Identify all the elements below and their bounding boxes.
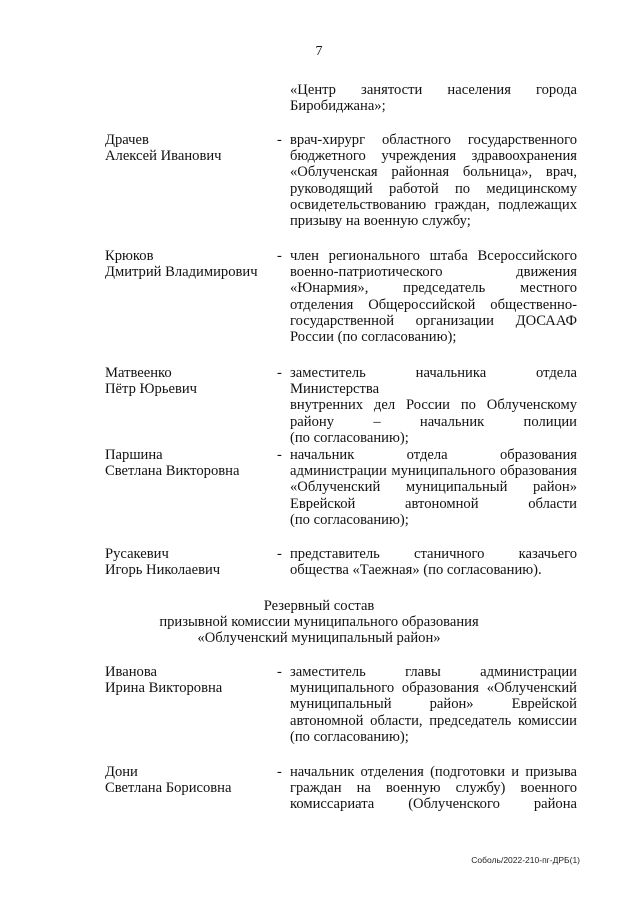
role-line: заместитель главы администрации [290, 664, 577, 680]
member-role [290, 248, 577, 345]
role-line: начальник отдела образования [290, 447, 577, 463]
role-line: военно-патриотического движения [290, 264, 577, 281]
member-role [290, 132, 577, 229]
role-line: Еврейской автономной области [290, 495, 577, 512]
member-given-name: Алексей Иванович [105, 148, 222, 165]
role-line: району – начальник полиции [290, 413, 577, 430]
member-name [105, 447, 270, 479]
entry-dash: - [277, 248, 282, 264]
role-line: России (по согласованию); [290, 329, 457, 346]
member-surname: Драчев [105, 132, 149, 148]
member-name [105, 248, 270, 280]
role-line: представитель станичного казачьего [290, 546, 577, 562]
role-line: руководящий работой по медицинскому [290, 180, 577, 197]
role-line: (по согласованию); [290, 429, 409, 446]
role-line: внутренних дел России по Облученскому [290, 397, 577, 414]
role-line: заместитель начальника отдела Министерства [290, 365, 577, 398]
role-line: (по согласованию); [290, 511, 409, 528]
member-given-name: Игорь Николаевич [105, 562, 221, 579]
page-number: 7 [315, 44, 323, 59]
member-name [105, 132, 270, 164]
role-line: врач-хирург областного государственного [290, 132, 577, 148]
role-line: «Облученский муниципальный район» [290, 479, 577, 496]
role-line: «Юнармия», председатель местного [290, 280, 577, 297]
role-line: освидетельствованию граждан, подлежащих [290, 196, 577, 213]
role-line: автономной области, председатель комиссии [290, 712, 577, 729]
role-line: призыву на военную службу; [290, 213, 471, 230]
member-role [290, 664, 577, 745]
role-line: «Облученская районная больница», врач, [290, 164, 577, 181]
entry-dash: - [277, 365, 282, 381]
member-role [290, 447, 577, 528]
entry-dash: - [277, 447, 282, 463]
title-line: «Облученский муниципальный район» [197, 630, 441, 647]
member-surname: Иванова [105, 664, 157, 680]
role-line: общества «Таежная» (по согласованию). [290, 562, 542, 579]
document-reference-footer: Соболь/2022-210-пг-ДРБ(1) [471, 855, 580, 865]
intro-line: «Центр занятости населения города [290, 82, 577, 98]
title-line: Резервный состав [263, 598, 375, 614]
role-line: бюджетного учреждения здравоохранения [290, 148, 577, 165]
member-role [290, 546, 577, 578]
member-given-name: Дмитрий Владимирович [105, 264, 258, 281]
role-line: муниципального образования «Облученский [290, 680, 577, 697]
member-name [105, 764, 270, 796]
member-name [105, 664, 270, 696]
member-given-name: Светлана Викторовна [105, 463, 240, 480]
member-surname: Дони [105, 764, 138, 780]
member-name [105, 546, 270, 578]
entry-dash: - [277, 764, 282, 780]
role-line: (по согласованию); [290, 728, 409, 745]
member-role [290, 365, 577, 446]
member-role [290, 764, 577, 813]
member-given-name: Ирина Викторовна [105, 680, 223, 697]
member-given-name: Пётр Юрьевич [105, 381, 197, 398]
role-line: муниципальный район» Еврейской [290, 696, 577, 713]
role-line: администрации муниципального образования [290, 463, 577, 480]
member-surname: Русакевич [105, 546, 169, 562]
role-line: член регионального штаба Всероссийского [290, 248, 577, 264]
entry-dash: - [277, 546, 282, 562]
role-line: комиссариата (Облученского района [290, 796, 577, 813]
role-line: граждан на военную службу) военного [290, 780, 577, 797]
role-line: начальник отделения (подготовки и призыва [290, 764, 577, 780]
member-surname: Крюков [105, 248, 154, 264]
member-name [105, 365, 270, 397]
entry-dash: - [277, 132, 282, 148]
intro-line: Биробиджана»; [290, 98, 386, 115]
member-surname: Матвеенко [105, 365, 172, 381]
member-surname: Паршина [105, 447, 163, 463]
role-line: государственной организации ДОСААФ [290, 312, 577, 329]
member-given-name: Светлана Борисовна [105, 780, 232, 797]
role-line: отделения Общероссийской общественно- [290, 296, 577, 313]
entry-dash: - [277, 664, 282, 680]
title-line: призывной комиссии муниципального образования [159, 614, 479, 631]
reserve-section-title [0, 598, 638, 647]
intro-text [290, 82, 577, 114]
